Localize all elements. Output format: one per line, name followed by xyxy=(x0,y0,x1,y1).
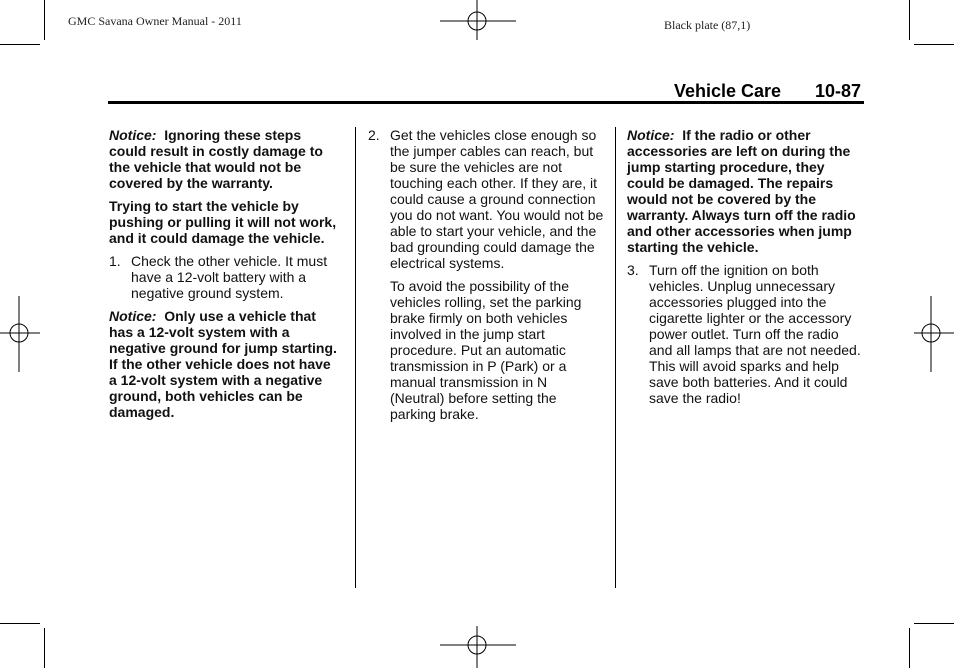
manual-title: GMC Savana Owner Manual - 2011 xyxy=(68,14,242,28)
plate-label: Black plate (87,1) xyxy=(664,18,751,32)
page-number: 10-87 xyxy=(815,81,862,101)
crop-mark-bottom-right-h xyxy=(914,623,954,624)
step-text: Turn off the ignition on both vehicles. Unplug unnecessary accessories plugged into the cigarette lighter or the accessory power outlet. Turn off the radio and all lamps that are not needed. This will avoid sparks and help save both batteries. And it could save the radio! xyxy=(649,262,861,406)
notice-12-volt xyxy=(109,308,341,420)
notice-label: Notice: xyxy=(109,127,157,143)
notice-text: If the radio or other accessories are left on during the jump starting procedure, they could be damaged. The repairs would not be covered by the warranty. Always turn off the radio and other accessories when jump starting the vehicle. xyxy=(627,127,856,255)
step-2-paragraph: To avoid the possibility of the vehicles rolling, set the parking brake firmly on both vehicles involved in the jump start procedure. Put an automatic transmission in P (Park) or a manual transmission in N (Neutral) before setting the parking brake. xyxy=(390,278,582,422)
column-divider-2 xyxy=(615,127,616,588)
crop-mark-bottom-left-v xyxy=(44,628,45,668)
notice-text: Only use a vehicle that has a 12-volt system with a negative ground for jump starting. If the other vehicle does not have a 12-volt system with a negative ground, both vehicles can be damaged. xyxy=(109,308,337,420)
step-text: Get the vehicles close enough so the jumper cables can reach, but be sure the vehicles are not touching each other. If they are, it could cause a ground connection you do not want. You would not be able to start your vehicle, and the bad grounding could damage the electrical systems. xyxy=(390,127,604,271)
crop-mark-top-right-h xyxy=(914,44,954,45)
crop-mark-top-left-v xyxy=(44,0,45,40)
registration-mark-bottom xyxy=(440,624,516,668)
step-2 xyxy=(368,127,604,271)
crop-mark-bottom-left-h xyxy=(0,623,40,624)
column-divider-1 xyxy=(355,127,356,588)
registration-mark-left xyxy=(0,296,44,372)
notice-label: Notice: xyxy=(109,308,157,324)
step-number: 2. xyxy=(368,127,380,143)
header-rule xyxy=(108,101,864,104)
step-number: 3. xyxy=(627,262,639,278)
step-number: 1. xyxy=(109,253,121,269)
step-text: Check the other vehicle. It must have a 12-volt battery with a negative ground system. xyxy=(131,253,328,301)
notice-ignoring-steps xyxy=(109,127,341,191)
warning-pushing-vehicle: Trying to start the vehicle by pushing or pulling it will not work, and it could damage the vehicle. xyxy=(109,198,337,246)
notice-label: Notice: xyxy=(627,127,675,143)
registration-mark-right xyxy=(910,296,954,372)
notice-text: Ignoring these steps could result in costly damage to the vehicle that would not be covered by the warranty. xyxy=(109,127,323,191)
column-right xyxy=(627,127,863,413)
notice-radio-accessories xyxy=(627,127,863,255)
column-middle xyxy=(368,127,604,429)
step-3 xyxy=(627,262,863,406)
section-title: Vehicle Care xyxy=(674,81,782,101)
crop-mark-top-right-v xyxy=(909,0,910,40)
crop-mark-bottom-right-v xyxy=(909,628,910,668)
crop-mark-top-left-h xyxy=(0,44,40,45)
step-1 xyxy=(109,253,341,301)
column-left xyxy=(109,127,341,427)
registration-mark-top xyxy=(440,0,516,44)
